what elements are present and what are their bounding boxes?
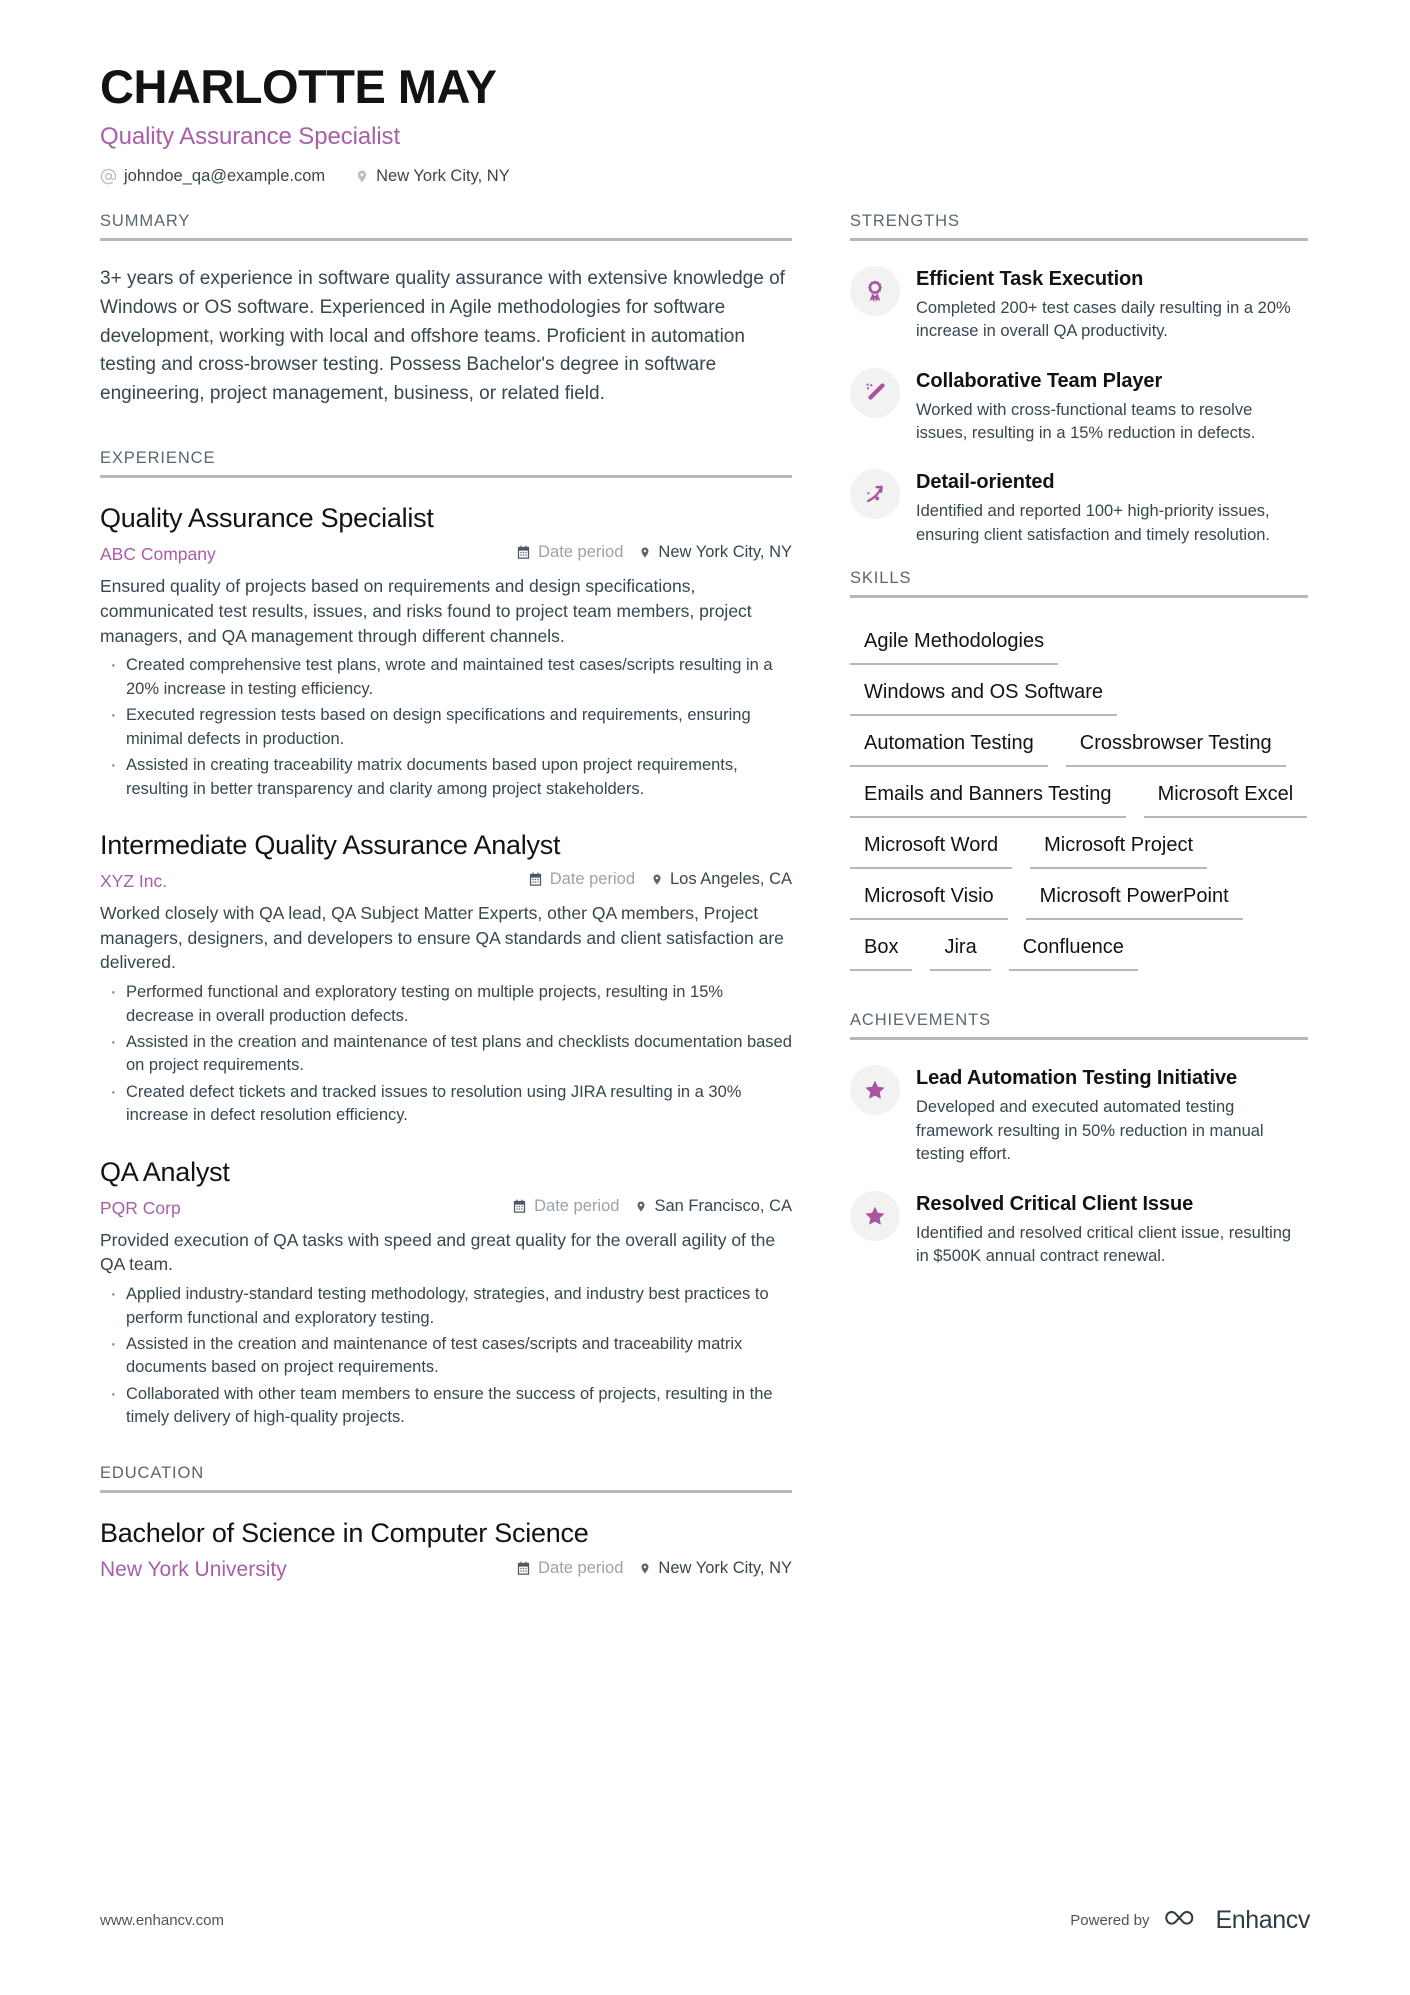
list-item: · Performed functional and exploratory testing on multiple projects, resulting in 15% decrease in overall production defects. (100, 981, 792, 1028)
list-item: · Executed regression tests based on design specifications and requirements, ensuring minimal defects in production. (100, 704, 792, 751)
experience-meta (100, 870, 792, 892)
experience-description: Ensured quality of projects based on requirements and design specifications, communicated test results, issues, and risks found to project team members, project managers, and QA management through different channels. (100, 575, 752, 646)
at-sign-icon (100, 168, 117, 185)
education-meta-right (516, 1559, 792, 1578)
achievement-text: Developed and executed automated testing framework resulting in 50% reduction in manual testing effort. (916, 1098, 1264, 1164)
education-entry (100, 1517, 792, 1583)
calendar-icon (516, 1561, 531, 1576)
education-date (516, 1559, 623, 1578)
star-icon (850, 1065, 900, 1115)
experience-job-title: Quality Assurance Specialist (100, 503, 434, 534)
strength-title: Detail-oriented (916, 471, 1055, 494)
strengths-list (850, 265, 1308, 548)
enhancv-logo-icon (1164, 1905, 1206, 1935)
experience-company: PQR Corp (100, 1197, 181, 1218)
experience-location-text: San Francisco, CA (654, 1196, 792, 1215)
strength-item (850, 265, 1308, 344)
map-pin-icon (639, 545, 651, 560)
skills-list (850, 622, 1308, 971)
experience-date-text: Date period (538, 542, 624, 561)
skill-chip[interactable]: Microsoft Visio (850, 881, 1008, 920)
experience-entry (100, 502, 792, 801)
right-column (850, 212, 1308, 1291)
page-footer (100, 1905, 1310, 1935)
experience-location (635, 1197, 792, 1216)
contact-email-text: johndoe_qa@example.com (124, 166, 326, 185)
experience-meta-right (528, 870, 792, 889)
section-title-experience: EXPERIENCE (100, 449, 792, 478)
map-pin-icon (639, 1561, 651, 1576)
section-title-achievements: ACHIEVEMENTS (850, 1011, 1308, 1040)
experience-job-title: Intermediate Quality Assurance Analyst (100, 829, 561, 860)
page-title: CHARLOTTE MAY (100, 60, 497, 113)
section-title-skills: SKILLS (850, 569, 1308, 598)
award-ribbon-icon (850, 266, 900, 316)
footer-branding (1070, 1905, 1310, 1935)
experience-location-text: Los Angeles, CA (670, 869, 792, 888)
experience-bullets (100, 1283, 792, 1430)
skill-chip[interactable]: Box (850, 932, 912, 971)
education-location-text: New York City, NY (658, 1559, 792, 1578)
strength-text: Identified and reported 100+ high-priority issues, ensuring client satisfaction and timely resolution. (916, 502, 1271, 544)
job-title: Quality Assurance Specialist (100, 122, 401, 150)
achievement-body (916, 1064, 1308, 1166)
strength-body (916, 367, 1308, 446)
education-degree: Bachelor of Science in Computer Science (100, 1517, 589, 1548)
strength-text: Completed 200+ test cases daily resulting in a 20% increase in overall QA productivity. (916, 298, 1291, 341)
section-title-strengths: STRENGTHS (850, 212, 1308, 241)
experience-bullets (100, 981, 792, 1128)
contact-location (355, 167, 510, 186)
education-date-text: Date period (538, 1559, 624, 1578)
resume-header (100, 62, 1310, 186)
contact-location-text: New York City, NY (376, 166, 510, 185)
svg-text:1: 1 (873, 284, 877, 290)
strength-item (850, 468, 1308, 547)
section-strengths (850, 212, 1308, 548)
list-item: · Collaborated with other team members to ensure the success of projects, resulting in the timely delivery of high-quality projects. (100, 1383, 792, 1430)
experience-location (651, 870, 792, 889)
section-achievements (850, 1011, 1308, 1268)
achievement-item (850, 1064, 1308, 1166)
education-location (639, 1559, 792, 1578)
section-education (100, 1464, 792, 1583)
skill-chip[interactable]: Agile Methodologies (850, 626, 1058, 665)
experience-meta-right (516, 543, 792, 562)
strength-item (850, 367, 1308, 446)
skill-chip[interactable]: Windows and OS Software (850, 677, 1117, 716)
list-item: · Assisted in creating traceability matrix documents based upon project requirements, resulting in better transparency and clarity among project stakeholders. (100, 754, 792, 801)
experience-description: Worked closely with QA lead, QA Subject Matter Experts, other QA members, Project managers, designers, and developers to ensure QA standards and client satisfaction are delivered. (100, 902, 784, 973)
brand-name: Enhancv (1215, 1905, 1310, 1934)
experience-bullets (100, 654, 792, 801)
experience-meta (100, 543, 792, 565)
map-pin-icon (651, 872, 663, 887)
summary-text: 3+ years of experience in software quality assurance with extensive knowledge of Windows or OS software. Experienced in Agile methodologies for software development, working with local and offshore teams. Proficient in automation testing and cross-browser testing. Possess Bachelor's degree in software engineering, project management, business, or related field. (100, 267, 785, 405)
education-school: New York University (100, 1558, 287, 1582)
experience-date (512, 1197, 619, 1216)
section-title-summary: SUMMARY (100, 212, 792, 241)
resume-columns (100, 212, 1310, 1592)
experience-date (528, 870, 635, 889)
skill-chip[interactable]: Microsoft Project (1030, 830, 1207, 869)
list-item: · Assisted in the creation and maintenance of test plans and checklists documentation based on project requirements. (100, 1031, 792, 1078)
strength-title: Collaborative Team Player (916, 369, 1163, 392)
achievement-body (916, 1190, 1308, 1269)
experience-description: Provided execution of QA tasks with speed and great quality for the overall agility of the QA team. (100, 1229, 776, 1275)
trajectory-arrow-icon (850, 469, 900, 519)
achievement-item (850, 1190, 1308, 1269)
skill-chip[interactable]: Crossbrowser Testing (1066, 728, 1286, 767)
experience-location (639, 543, 792, 562)
list-item: · Applied industry-standard testing methodology, strategies, and industry best practices to perform functional and exploratory testing. (100, 1283, 792, 1330)
contact-row (100, 167, 1310, 186)
skill-chip[interactable]: Microsoft PowerPoint (1026, 881, 1243, 920)
star-icon (850, 1191, 900, 1241)
list-item: · Assisted in the creation and maintenance of test cases/scripts and traceability matrix documents based on project requirements. (100, 1333, 792, 1380)
calendar-icon (528, 872, 543, 887)
achievements-list (850, 1064, 1308, 1268)
skill-chip[interactable]: Microsoft Word (850, 830, 1012, 869)
map-pin-icon (635, 1199, 647, 1214)
education-meta (100, 1558, 792, 1582)
experience-date-text: Date period (549, 869, 635, 888)
list-item: · Created defect tickets and tracked issues to resolution using JIRA resulting in a 30% increase in defect resolution efficiency. (100, 1081, 792, 1128)
brand (1164, 1905, 1311, 1935)
experience-entry (100, 829, 792, 1128)
list-item: · Created comprehensive test plans, wrote and maintained test cases/scripts resulting in a 20% increase in testing efficiency. (100, 654, 792, 701)
magic-wand-icon (850, 368, 900, 418)
skill-chip[interactable]: Emails and Banners Testing (850, 779, 1126, 818)
experience-location-text: New York City, NY (658, 542, 792, 561)
calendar-icon (512, 1199, 527, 1214)
section-experience (100, 449, 792, 1430)
section-title-education: EDUCATION (100, 1464, 792, 1493)
footer-website[interactable]: www.enhancv.com (100, 1911, 224, 1929)
experience-date-text: Date period (534, 1196, 620, 1215)
achievement-title: Lead Automation Testing Initiative (916, 1067, 1238, 1090)
experience-meta (100, 1197, 792, 1219)
skill-chip[interactable]: Confluence (1009, 932, 1138, 971)
left-column (100, 212, 792, 1592)
achievement-title: Resolved Critical Client Issue (916, 1192, 1194, 1215)
experience-meta-right (512, 1197, 792, 1216)
strength-body (916, 265, 1308, 344)
contact-email[interactable] (100, 167, 325, 186)
calendar-icon (516, 545, 531, 560)
map-pin-icon (355, 168, 369, 185)
strength-body (916, 468, 1308, 547)
powered-by-label: Powered by (1070, 1911, 1150, 1929)
experience-entry (100, 1156, 792, 1430)
skill-chip[interactable]: Microsoft Excel (1144, 779, 1308, 818)
experience-job-title: QA Analyst (100, 1156, 230, 1187)
skill-chip[interactable]: Automation Testing (850, 728, 1048, 767)
achievement-text: Identified and resolved critical client issue, resulting in $500K annual contract renewal. (916, 1223, 1292, 1265)
strength-title: Efficient Task Execution (916, 267, 1144, 290)
experience-date (516, 543, 623, 562)
skill-chip[interactable]: Jira (930, 932, 990, 971)
section-summary (100, 212, 792, 409)
section-skills (850, 569, 1308, 971)
strength-text: Worked with cross-functional teams to resolve issues, resulting in a 15% reduction in defects. (916, 400, 1256, 443)
experience-company: ABC Company (100, 543, 216, 564)
experience-company: XYZ Inc. (100, 870, 168, 891)
